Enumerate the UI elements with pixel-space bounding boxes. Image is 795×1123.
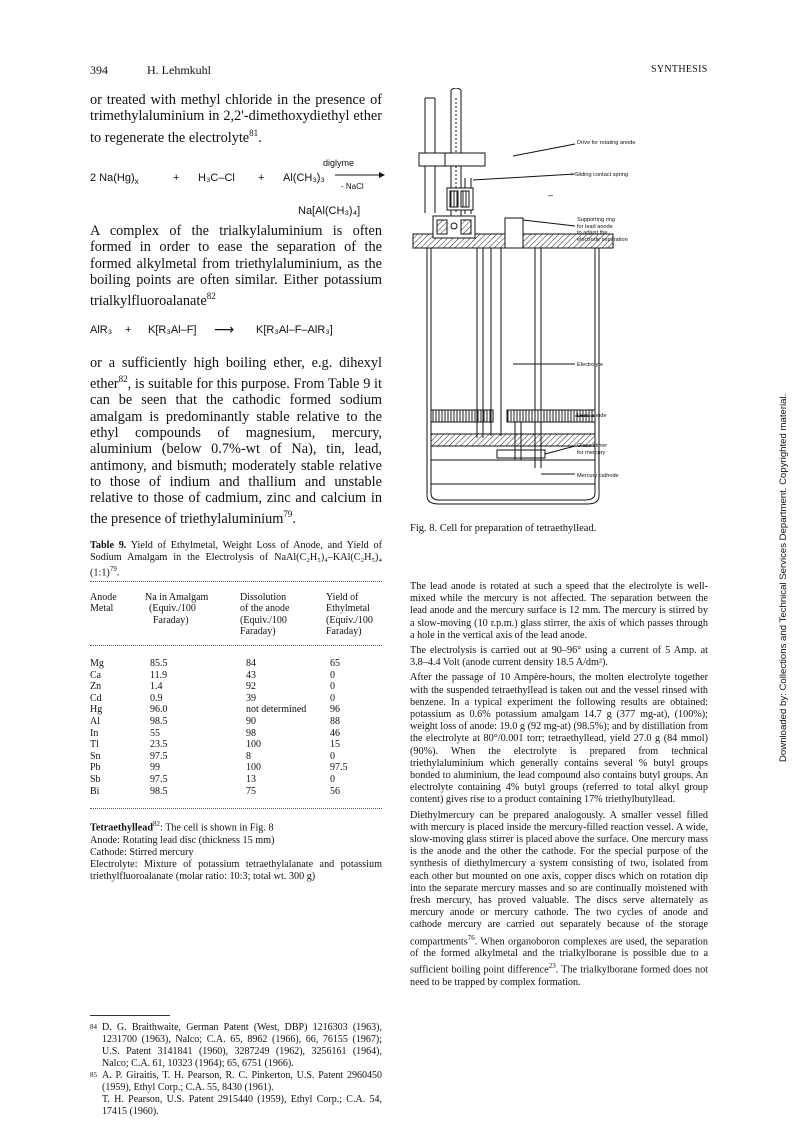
eq1-product: Na[Al(CH₃)₄] (298, 205, 361, 217)
table-row (90, 704, 382, 716)
footnote-84: 84 D. G. Braithwaite, German Patent (West, DBP) 1216303 (1963), 1231700 (1963), Nalco; C.A. 65, 8962 (1966), 66, 76155 (1967); U.S. Patent 3141841 (1960), 3287249 (1962), 3256161 (1964), Nalco; C.A. 61, 10323 (1964); 65, 6751 (1966). (90, 1022, 382, 1069)
intro-paragraph (90, 92, 382, 146)
table9-label: Table 9. (90, 540, 127, 551)
para3-ref: 82 (118, 374, 128, 385)
table-cell: 8 (246, 750, 251, 762)
table-cell: 97.5 (150, 750, 168, 762)
intro-end: . (258, 129, 262, 146)
table-cell: 97.5 (150, 773, 168, 785)
fig-label-cathode: Mercury cathode (577, 473, 619, 479)
table-cell: Bi (90, 785, 100, 797)
page-number: 394 (90, 63, 108, 77)
tel-cathode: Cathode: Stirred mercury (90, 846, 194, 858)
table-cell: Zn (90, 681, 102, 693)
table-cell: 13 (246, 773, 256, 785)
intro-text: or treated with methyl chloride in the presence of trimethylaluminium in 2,2'-dimethoxydiethyl ether to regenerate the electrolyte (90, 92, 382, 146)
th-anode: Anode Metal (90, 592, 117, 615)
right-column (410, 581, 708, 989)
table-cell: 0.9 (150, 692, 163, 704)
table-cell: 0 (330, 692, 335, 704)
table-row (90, 728, 382, 740)
table-cell: 96 (330, 704, 340, 716)
table-row (90, 751, 382, 763)
table-cell: 98 (246, 727, 256, 739)
download-notice: Downloaded by: Collections and Technical Services Department. Copyrighted material. (778, 393, 789, 762)
table-cell: In (90, 727, 99, 739)
eq2-middle: K[R₃Al–F] (148, 324, 197, 336)
table-cell: 39 (246, 692, 256, 704)
table-cell: 43 (246, 669, 256, 681)
table9-caption-ref: 79 (109, 564, 117, 573)
right-p1: The lead anode is rotated at such a speed that the electrolyte is well-mixed while the mercury is not affected. The separation between the lead anode and the mercury surface is 12 mm. The mercury is stirred by a slow-moving (10 r.p.m.) glass stirrer, the axis of which passes through a hole in the vertical axis of the lead anode. (410, 581, 708, 641)
table9-body (90, 658, 382, 797)
footnote-85b: T. H. Pearson, U.S. Patent 2915440 (1959), Ethyl Corp.; C.A. 54, 17415 (1960). (102, 1094, 382, 1117)
para3-text: or a sufficiently high boiling ether, e.g. dihexyl ether (90, 355, 382, 393)
fig-label-support: Supporting ring for lead anode to adjust the electrode separation (577, 217, 628, 243)
tel-anode: Anode: Rotating lead disc (thickness 15 mm) (90, 834, 275, 846)
eq2-left: AlR₃ (90, 324, 113, 336)
fig8-diagram (405, 88, 715, 516)
table-row (90, 681, 382, 693)
table-cell: 0 (330, 669, 335, 681)
table-cell: 92 (246, 681, 256, 693)
table-cell: 0 (330, 750, 335, 762)
table-cell: Cd (90, 692, 102, 704)
fig-label-electrolyte: Electrolyte (577, 362, 604, 368)
fig-label-minus: – (548, 190, 554, 200)
table-row (90, 693, 382, 705)
right-p2: The electrolysis is carried out at 90–96° using a current of 5 Amp. at 3.8–4.4 Volt (anode current density 18.5 A/dm²). (410, 645, 708, 669)
para3 (90, 355, 382, 528)
eq1-arrow (335, 170, 385, 180)
table-cell: Al (90, 715, 100, 727)
table-cell: Tl (90, 739, 99, 751)
table-cell: 65 (330, 658, 340, 669)
eq1-term2: H₃C–Cl (198, 172, 235, 184)
table-cell: 0 (330, 681, 335, 693)
table-cell: 55 (150, 727, 160, 739)
table-cell: 90 (246, 715, 256, 727)
tel-title: Tetraethyllead$^{82}$: The cell is shown in Fig. 8 (90, 820, 274, 834)
table-row (90, 786, 382, 798)
eq2-arrow: ⟶ (214, 321, 235, 337)
eq2-plus: + (125, 324, 132, 336)
table9-caption: Table 9. Yield of Ethylmetal, Weight Loss of Anode, and Yield of Sodium Amalgam in the Electrolysis of NaAl(C₂H₅)₄–KAl(C₂H₅)₄ (1:1)$^{79}$. (90, 540, 382, 578)
table-cell: 98.5 (150, 785, 168, 797)
intro-ref: 81 (249, 127, 259, 138)
table-cell: 97.5 (330, 762, 348, 774)
tel-block (90, 818, 382, 883)
para2-text: A complex of the trialkylaluminium is often formed in order to ease the separation of the formed alkylmetal from triethylaluminium, as the boiling points are often similar. Either potassium trialkylfluoroalanate (90, 223, 382, 309)
eq1-plus1: + (173, 172, 180, 184)
para2 (90, 223, 382, 309)
running-author: H. Lehmkuhl (147, 63, 211, 77)
para2-ref: 82 (206, 291, 216, 302)
table-cell: 46 (330, 727, 340, 739)
table-row (90, 774, 382, 786)
table-cell: 0 (330, 773, 335, 785)
table-cell: 75 (246, 785, 256, 797)
table-cell: 96.0 (150, 704, 168, 716)
table-cell: Mg (90, 658, 104, 669)
table-cell: 56 (330, 785, 340, 797)
footnote-rule (90, 1015, 170, 1016)
eq1-above: diglyme (323, 158, 355, 168)
para3-ref2: 79 (283, 509, 293, 520)
right-p4: Diethylmercury can be prepared analogously. A smaller vessel filled with mercury is placed inside the mercury-filled reaction vessel. A wide, slow-moving glass stirrer is placed above the surface. One mercury mass is the anode and the other the cathode. For the special purpose of the synthesis of diethylmercury a system consisting of two, isolated from each other but mounted on one axis, copper discs which on rotation dip into the separate mercury masses and so are continually moistened with fresh mercury, has proved valuable. The discs serve alternately as mercury anode or mercury cathode. The two cycles of anode and cathode mercury are carried out separately because of the storage compartments$^{76}$. When organoboron complexes are used, the separation of the formed alkylmetal and the trialkylborane is possible due to a sufficient boiling point difference$^{23}$. The trialkylborane formed does not need to be trapped by complex formation. (410, 809, 708, 989)
table-cell: 15 (330, 739, 340, 751)
table-cell: 85.5 (150, 658, 168, 669)
eq1-below: - NaCl (341, 182, 364, 191)
eq1-term3: Al(CH₃)₃ (283, 172, 325, 184)
table-cell: 98.5 (150, 715, 168, 727)
table-cell: Hg (90, 704, 103, 716)
footnote-85: 85 A. P. Giraitis, T. H. Pearson, R. C. Pinkerton, U.S. Patent 2960450 (1959), Ethyl Corp.; C.A. 55, 8430 (1961). (90, 1070, 382, 1093)
table-cell: Ca (90, 669, 102, 681)
table-cell: 23.5 (150, 739, 168, 751)
right-p3: After the passage of 10 Ampère-hours, the molten electrolyte together with the suspended tetraethyllead is taken out and the vessel rinsed with benzene. In a typical experiment the following results are obtained: potassium as 0.6% potassium amalgam 14.7 g (377 mg-at), (100%); weight loss of anode: 19.0 g (92 mg-at) (98.5%); and by distillation from the electrolyte at 80°/0.001 torr; tetraethyllead, yield 27.0 g (84 mmol) (90%). When the electrolyte is prepared from technical triethylaluminium which generally contains several % butyl groups bonded to aluminium, the lead compound also contains butyl groups. An electrolyte containing 4% butyl groups (referred to total alkyl group content) gives rise to a product containing 17% triethylbutyllead. (410, 672, 708, 806)
table-cell: 100 (246, 762, 261, 774)
fig-label-anode: Lead anode (577, 413, 607, 419)
fig-label-drive: Drive for rotating anode (577, 140, 636, 146)
table-cell: 84 (246, 658, 256, 669)
footnotes (90, 1022, 382, 1118)
eq1-term1: 2 $Na(Hg)_x$ (90, 172, 139, 187)
table-cell: not determined (246, 704, 307, 716)
th-dissolution: Dissolution of the anode (Equiv./100 Faraday) (240, 592, 290, 637)
th-yield: Yield of Ethylmetal (Equiv./100 Faraday) (326, 592, 373, 637)
table9-caption-text: Yield of Ethylmetal, Weight Loss of Anode, and Yield of Sodium Amalgam in the Electrolysis of NaAl(C₂H₅)₄–KAl(C₂H₅)₄ (1:1) (90, 540, 382, 578)
table-cell: Sn (90, 750, 101, 762)
table-cell: Sb (90, 773, 101, 785)
table9-rule-bottom (90, 808, 382, 809)
table9-rule-top (90, 581, 382, 582)
table-cell: 11.9 (150, 669, 168, 681)
para3-end: . (292, 511, 296, 528)
table-row (90, 658, 382, 670)
table-cell: 88 (330, 715, 340, 727)
table-cell: Pb (90, 762, 101, 774)
journal-name: SYNTHESIS (651, 64, 708, 75)
th-na: Na in Amalgam (Equiv./100 Faraday) (145, 592, 209, 626)
table-cell: 1.4 (150, 681, 163, 693)
tel-electrolyte: Electrolyte: Mixture of potassium tetraethylalanate and potassium triethylfluoroalanate (molar ratio: 10:3; total wt. 300 g) (90, 859, 382, 883)
table-row (90, 739, 382, 751)
para3-rest: , is suitable for this purpose. From Table 9 it can be seen that the cathodic formed sodium amalgam is predominantly stable relative to the ethyl compounds of magnesium, mercury, aluminium (below 0.7%-wt of Na), tin, lead, antimony, and bismuth; moderately stable relative to those of indium and thallium and unstable relative to those of cadmium, zinc and calcium in the presence of triethylaluminium (90, 376, 382, 528)
eq2-product: K[R₃Al–F–AlR₃] (256, 324, 333, 336)
table-row (90, 716, 382, 728)
table-cell: 100 (246, 739, 261, 751)
fig8-caption: Fig. 8. Cell for preparation of tetraethyllead. (410, 523, 597, 534)
eq1-plus2: + (258, 172, 265, 184)
table9-rule-mid (90, 645, 382, 646)
fig-label-spring: + Sliding contact spring (570, 172, 628, 178)
fig-label-stirrer: Glass stirrer for mercury (577, 443, 608, 456)
table-row (90, 762, 382, 774)
table-row (90, 670, 382, 682)
table-cell: 99 (150, 762, 160, 774)
